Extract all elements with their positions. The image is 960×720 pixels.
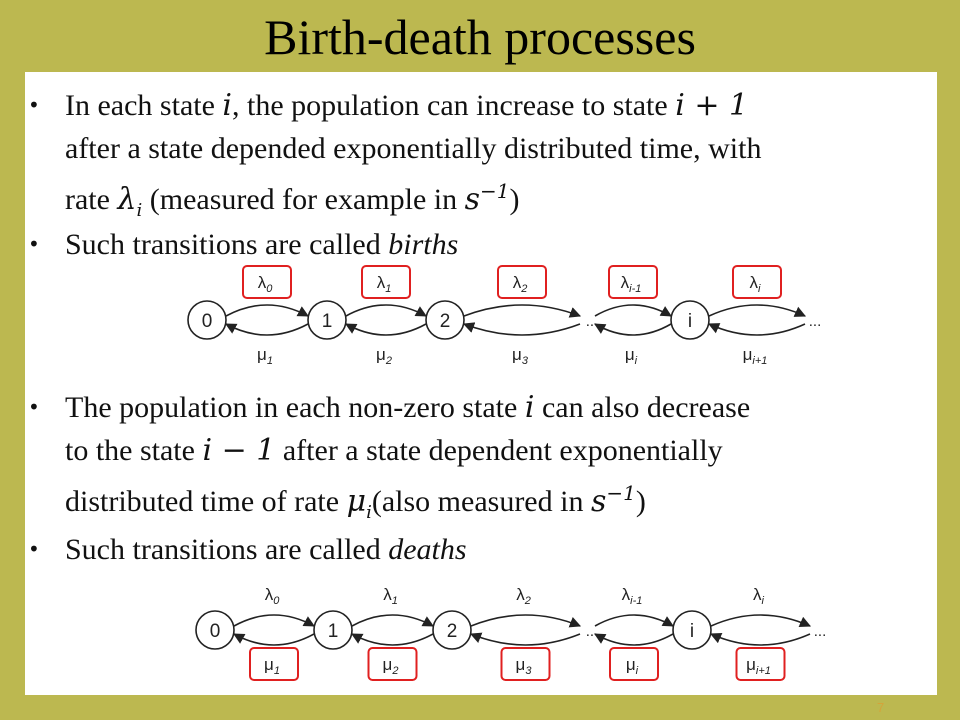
births-diagram xyxy=(175,266,825,378)
ellipsis-label: ... xyxy=(813,623,827,640)
death-arrow xyxy=(226,324,308,335)
birth-rate-label: $\lambda_2$ xyxy=(516,585,531,607)
text: , the population can increase to state xyxy=(232,89,676,122)
death-arrow xyxy=(471,634,580,645)
state-label: i xyxy=(689,621,695,642)
state-label: 2 xyxy=(446,621,458,642)
death-rate-label: $\mu_1$ xyxy=(257,345,273,367)
math-i: i xyxy=(222,88,233,123)
birth-arrow xyxy=(226,305,308,316)
birth-arrow xyxy=(471,615,580,626)
bullet-icon: • xyxy=(28,395,40,419)
birth-rate-label: $\lambda_0$ xyxy=(264,585,280,607)
birth-arrow xyxy=(595,615,673,626)
text: rate xyxy=(65,183,118,216)
bullet-deaths xyxy=(25,528,925,571)
text: Such transitions are called xyxy=(65,533,389,566)
death-arrow xyxy=(234,634,314,645)
birth-rate-label: $\lambda_{i-1}$ xyxy=(620,273,642,295)
text: The population in each non-zero state xyxy=(65,391,525,424)
bullet-births-definition xyxy=(25,84,925,232)
death-rate-label: $\mu_3$ xyxy=(512,345,528,367)
math-i: i xyxy=(524,390,535,425)
math-i-minus-1: i − 1 xyxy=(202,433,276,468)
bullet-icon: • xyxy=(28,93,40,117)
births-state-diagram-svg xyxy=(175,266,825,378)
text: Such transitions are called xyxy=(65,228,389,261)
math-s-exp: −1 xyxy=(480,179,510,203)
text: ) xyxy=(509,183,520,216)
birth-arrow xyxy=(234,615,314,626)
text: (also measured in xyxy=(371,485,591,518)
death-arrow xyxy=(352,634,433,645)
page-number: 7 xyxy=(877,700,885,715)
state-label: 1 xyxy=(327,621,339,642)
death-arrow xyxy=(709,324,805,335)
birth-arrow xyxy=(595,305,671,316)
text: after a state depended exponentially distributed time, with xyxy=(65,132,762,165)
ellipsis-label: ... xyxy=(808,313,822,330)
bullet-births xyxy=(25,223,925,266)
emphasis-deaths: deaths xyxy=(388,533,467,566)
birth-rate-label: $\lambda_i$ xyxy=(749,273,761,295)
death-rate-label: $\mu_i$ xyxy=(625,655,639,677)
text: to the state xyxy=(65,434,203,467)
death-arrow xyxy=(595,634,673,645)
birth-rate-label: $\lambda_1$ xyxy=(383,585,398,607)
birth-arrow xyxy=(711,615,810,626)
birth-arrow xyxy=(464,305,580,316)
text: In each state xyxy=(65,89,223,122)
birth-arrow xyxy=(352,615,433,626)
birth-rate-label: $\lambda_2$ xyxy=(512,273,528,295)
death-rate-label: $\mu_3$ xyxy=(515,655,532,677)
death-rate-label: $\mu_{i+1}$ xyxy=(742,345,768,367)
text: (measured for example in xyxy=(142,183,465,216)
math-mu-sub: i xyxy=(366,502,372,523)
slide-title: Birth-death processes xyxy=(264,9,696,65)
deaths-state-diagram-svg xyxy=(185,574,825,690)
math-s: s xyxy=(590,484,607,519)
death-rate-label: $\mu_{i+1}$ xyxy=(746,655,771,677)
death-rate-label: $\mu_1$ xyxy=(264,655,280,677)
birth-rate-label: $\lambda_i$ xyxy=(753,585,764,607)
math-lambda: λ xyxy=(117,182,137,217)
death-rate-label: $\mu_i$ xyxy=(624,345,638,367)
birth-rate-label: $\lambda_0$ xyxy=(257,273,273,295)
state-label: 2 xyxy=(439,311,451,332)
math-s: s xyxy=(464,182,481,217)
emphasis-births: births xyxy=(388,228,459,261)
death-rate-label: $\mu_2$ xyxy=(382,655,399,677)
state-label: 0 xyxy=(209,621,221,642)
birth-rate-label: $\lambda_1$ xyxy=(376,273,392,295)
state-label: i xyxy=(687,311,693,332)
death-arrow xyxy=(464,324,580,335)
ellipsis-label: ... xyxy=(585,313,599,330)
bullet-icon: • xyxy=(28,232,40,256)
death-arrow xyxy=(595,324,671,335)
death-arrow xyxy=(711,634,810,645)
bullet-deaths-definition xyxy=(25,386,925,534)
birth-arrow xyxy=(709,305,805,316)
birth-rate-label: $\lambda_{i-1}$ xyxy=(621,585,643,607)
math-s-exp: −1 xyxy=(606,481,636,505)
math-lambda-sub: i xyxy=(136,200,143,221)
birth-arrow xyxy=(346,305,426,316)
text: after a state dependent exponentially xyxy=(275,434,723,467)
text: can also decrease xyxy=(534,391,751,424)
text: ) xyxy=(635,485,646,518)
bullet-icon: • xyxy=(28,537,40,561)
text: distributed time of rate xyxy=(65,485,347,518)
death-rate-label: $\mu_2$ xyxy=(376,345,392,367)
slide-content xyxy=(25,72,937,695)
math-mu: μ xyxy=(346,484,367,519)
math-i-plus-1: i + 1 xyxy=(675,88,749,123)
state-label: 0 xyxy=(201,311,213,332)
state-label: 1 xyxy=(321,311,333,332)
deaths-diagram xyxy=(185,574,825,690)
ellipsis-label: ... xyxy=(585,623,599,640)
death-arrow xyxy=(346,324,426,335)
